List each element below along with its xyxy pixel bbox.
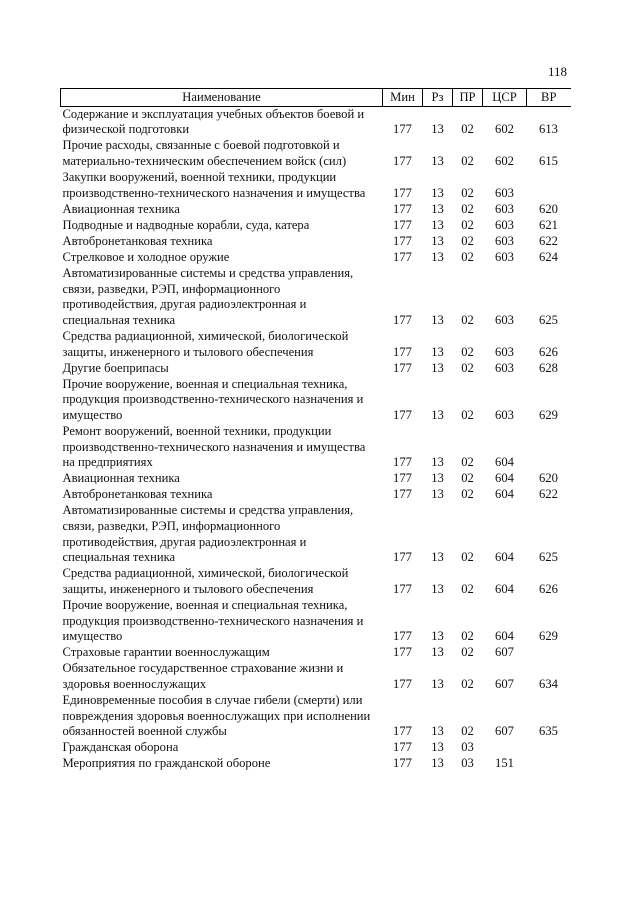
table-row <box>61 645 571 661</box>
cell-min: 177 <box>393 550 412 565</box>
cell-pr: 02 <box>461 676 474 691</box>
cell-pr: 02 <box>461 201 474 216</box>
cell-name: Подводные и надводные корабли, суда, катера <box>62 217 310 232</box>
table-row <box>61 250 571 266</box>
cell-name: Средства радиационной, химической, биологической защиты, инженерного и тылового обеспечения <box>62 566 349 596</box>
table-row <box>61 661 571 693</box>
cell-min: 177 <box>393 740 412 755</box>
cell-vr: 621 <box>539 217 558 232</box>
cell-rz: 13 <box>431 360 444 375</box>
cell-pr: 02 <box>461 233 474 248</box>
cell-vr: 624 <box>539 249 558 264</box>
cell-vr: 620 <box>539 201 558 216</box>
cell-csr: 607 <box>495 645 514 660</box>
cell-min: 177 <box>393 581 412 596</box>
cell-csr: 607 <box>495 676 514 691</box>
table-row <box>61 471 571 487</box>
cell-csr: 604 <box>495 550 514 565</box>
cell-pr: 02 <box>461 471 474 486</box>
cell-csr: 604 <box>495 455 514 470</box>
cell-vr: 613 <box>539 122 558 137</box>
cell-rz: 13 <box>431 312 444 327</box>
cell-vr: 634 <box>539 676 558 691</box>
table-body <box>61 106 571 772</box>
table-row <box>61 377 571 424</box>
cell-name: Содержание и эксплуатация учебных объектов боевой и физической подготовки <box>62 106 365 137</box>
cell-vr: 625 <box>539 312 558 327</box>
cell-name: Единовременные пособия в случае гибели (смерти) или повреждения здоровья военнослужащих при исполнении обязанностей военной службы <box>62 693 371 739</box>
table-row <box>61 424 571 471</box>
cell-pr: 02 <box>461 487 474 502</box>
cell-pr: 02 <box>461 344 474 359</box>
cell-vr: 626 <box>539 344 558 359</box>
table-row <box>61 487 571 503</box>
column-header-vr: ВР <box>527 89 571 107</box>
cell-name: Обязательное государственное страхование жизни и здоровья военнослужащих <box>62 661 344 691</box>
cell-vr: 622 <box>539 487 558 502</box>
budget-table <box>60 88 571 773</box>
cell-rz: 13 <box>431 629 444 644</box>
table-row <box>61 202 571 218</box>
cell-vr: 625 <box>539 550 558 565</box>
cell-vr: 620 <box>539 471 558 486</box>
cell-min: 177 <box>393 724 412 739</box>
cell-name: Мероприятия по гражданской обороне <box>62 756 271 771</box>
cell-name: Другие боеприпасы <box>62 360 169 375</box>
cell-name: Ремонт вооружений, военной техники, продукции производственно-технического назначения и имущества на предприятиях <box>62 423 366 470</box>
table-row <box>61 266 571 329</box>
cell-csr <box>483 740 527 756</box>
cell-pr: 02 <box>461 581 474 596</box>
cell-min: 177 <box>393 185 412 200</box>
cell-rz: 13 <box>431 487 444 502</box>
cell-csr: 603 <box>495 312 514 327</box>
cell-name: Автоматизированные системы и средства управления, связи, разведки, РЭП, информационного противодействия, другая радиоэлектронная и специальная техника <box>62 266 354 327</box>
cell-rz: 13 <box>431 217 444 232</box>
cell-pr: 02 <box>461 360 474 375</box>
cell-min: 177 <box>393 407 412 422</box>
cell-rz: 13 <box>431 645 444 660</box>
cell-pr: 03 <box>461 740 474 755</box>
cell-vr <box>527 740 571 756</box>
cell-csr: 602 <box>495 122 514 137</box>
cell-min: 177 <box>393 201 412 216</box>
cell-name: Авиационная техника <box>62 471 180 486</box>
cell-rz: 13 <box>431 740 444 755</box>
table-row <box>61 693 571 740</box>
table-row <box>61 361 571 377</box>
cell-name: Средства радиационной, химической, биологической защиты, инженерного и тылового обеспечения <box>62 328 349 359</box>
cell-rz: 13 <box>431 724 444 739</box>
cell-vr: 629 <box>539 407 558 422</box>
table-row <box>61 218 571 234</box>
cell-csr: 604 <box>495 629 514 644</box>
cell-min: 177 <box>393 756 412 771</box>
cell-rz: 13 <box>431 122 444 137</box>
cell-vr <box>527 645 571 661</box>
cell-name: Прочие вооружение, военная и специальная техника, продукция производственно-технического назначения и имущество <box>62 376 364 422</box>
cell-min: 177 <box>393 312 412 327</box>
cell-name: Страховые гарантии военнослужащим <box>62 645 270 660</box>
cell-pr: 02 <box>461 122 474 137</box>
cell-min: 177 <box>393 233 412 248</box>
table-row <box>61 566 571 598</box>
table-row <box>61 598 571 645</box>
cell-csr: 151 <box>495 756 514 771</box>
cell-csr: 603 <box>495 233 514 248</box>
table-row <box>61 170 571 202</box>
cell-rz: 13 <box>431 233 444 248</box>
cell-pr: 03 <box>461 756 474 771</box>
cell-rz: 13 <box>431 756 444 771</box>
cell-pr: 02 <box>461 455 474 470</box>
cell-min: 177 <box>393 217 412 232</box>
cell-vr: 628 <box>539 360 558 375</box>
cell-pr: 02 <box>461 550 474 565</box>
cell-pr: 02 <box>461 645 474 660</box>
cell-vr: 622 <box>539 233 558 248</box>
cell-min: 177 <box>393 455 412 470</box>
cell-pr: 02 <box>461 249 474 264</box>
table-row <box>61 740 571 756</box>
table-row <box>61 106 571 138</box>
cell-rz: 13 <box>431 676 444 691</box>
table-row <box>61 234 571 250</box>
cell-csr: 603 <box>495 249 514 264</box>
cell-csr: 603 <box>495 407 514 422</box>
column-header-rz: Рз <box>423 89 453 107</box>
cell-rz: 13 <box>431 344 444 359</box>
cell-rz: 13 <box>431 201 444 216</box>
cell-csr: 604 <box>495 471 514 486</box>
cell-rz: 13 <box>431 581 444 596</box>
cell-vr: 635 <box>539 724 558 739</box>
page-number: 118 <box>548 64 568 79</box>
column-header-pr: ПР <box>453 89 483 107</box>
cell-min: 177 <box>393 629 412 644</box>
column-header-csr: ЦСР <box>483 89 527 107</box>
cell-rz: 13 <box>431 471 444 486</box>
cell-csr: 603 <box>495 360 514 375</box>
cell-min: 177 <box>393 471 412 486</box>
cell-vr: 615 <box>539 153 558 168</box>
table-row <box>61 756 571 772</box>
cell-name: Авиационная техника <box>62 201 180 216</box>
cell-min: 177 <box>393 645 412 660</box>
cell-pr: 02 <box>461 629 474 644</box>
cell-rz: 13 <box>431 185 444 200</box>
cell-csr: 604 <box>495 487 514 502</box>
cell-min: 177 <box>393 153 412 168</box>
column-header-name: Наименование <box>61 89 383 107</box>
cell-pr: 02 <box>461 153 474 168</box>
cell-name: Гражданская оборона <box>62 740 179 755</box>
cell-name: Автобронетанковая техника <box>62 233 213 248</box>
cell-min: 177 <box>393 249 412 264</box>
cell-name: Автобронетанковая техника <box>62 487 213 502</box>
cell-pr: 02 <box>461 407 474 422</box>
cell-csr: 607 <box>495 724 514 739</box>
cell-csr: 604 <box>495 581 514 596</box>
cell-pr: 02 <box>461 217 474 232</box>
cell-csr: 603 <box>495 201 514 216</box>
cell-name: Прочие расходы, связанные с боевой подготовкой и материально-техническим обеспечением войск (сил) <box>62 138 347 168</box>
cell-pr: 02 <box>461 185 474 200</box>
cell-rz: 13 <box>431 550 444 565</box>
cell-min: 177 <box>393 344 412 359</box>
cell-name: Прочие вооружение, военная и специальная техника, продукция производственно-технического назначения и имущество <box>62 598 364 644</box>
cell-min: 177 <box>393 122 412 137</box>
cell-min: 177 <box>393 676 412 691</box>
table-row <box>61 138 571 170</box>
cell-name: Закупки вооружений, военной техники, продукции производственно-технического назначения и имущества <box>62 169 366 200</box>
cell-name: Автоматизированные системы и средства управления, связи, разведки, РЭП, информационного противодействия, другая радиоэлектронная и специальная техника <box>62 503 354 565</box>
cell-vr: 629 <box>539 629 558 644</box>
cell-name: Стрелковое и холодное оружие <box>62 249 230 264</box>
cell-vr <box>527 756 571 772</box>
cell-csr: 603 <box>495 217 514 232</box>
cell-rz: 13 <box>431 249 444 264</box>
cell-min: 177 <box>393 487 412 502</box>
cell-pr: 02 <box>461 724 474 739</box>
cell-csr: 603 <box>495 185 514 200</box>
cell-csr: 603 <box>495 344 514 359</box>
table-row <box>61 503 571 566</box>
cell-rz: 13 <box>431 153 444 168</box>
cell-vr <box>527 170 571 202</box>
table-header-row <box>61 89 571 107</box>
cell-min: 177 <box>393 360 412 375</box>
cell-vr: 626 <box>539 581 558 596</box>
cell-vr <box>527 424 571 471</box>
table-row <box>61 329 571 361</box>
cell-rz: 13 <box>431 455 444 470</box>
cell-csr: 602 <box>495 153 514 168</box>
cell-pr: 02 <box>461 312 474 327</box>
column-header-min: Мин <box>383 89 423 107</box>
cell-rz: 13 <box>431 407 444 422</box>
